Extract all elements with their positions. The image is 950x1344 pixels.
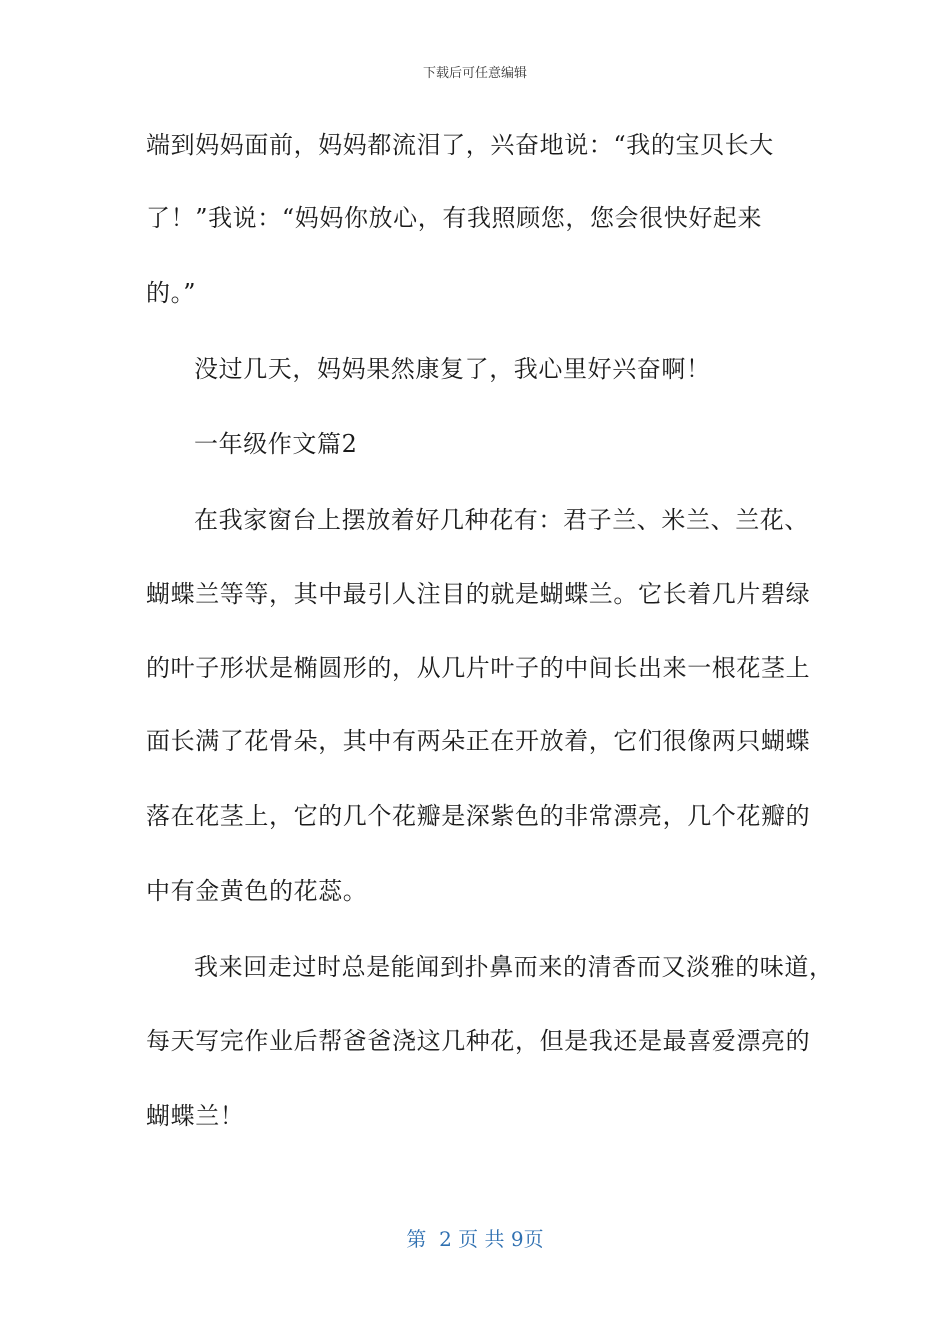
- text-line: 落在花茎上，它的几个花瓣是深紫色的非常漂亮，几个花瓣的: [146, 802, 811, 830]
- text-line: 了！”我说：“妈妈你放心，有我照顾您，您会很快好起来: [146, 204, 763, 232]
- text-line: 我来回走过时总是能闻到扑鼻而来的清香而又淡雅的味道，: [194, 953, 834, 981]
- text-line: 在我家窗台上摆放着好几种花有：君子兰、米兰、兰花、: [194, 506, 809, 534]
- text-line: 没过几天，妈妈果然康复了，我心里好兴奋啊！: [194, 355, 711, 383]
- text-line: 的叶子形状是椭圆形的，从几片叶子的中间长出来一根花茎上: [146, 654, 811, 682]
- page-number: 第 2 页 共 9页: [406, 1227, 544, 1251]
- text-line: 端到妈妈面前，妈妈都流泪了，兴奋地说：“我的宝贝长大: [146, 131, 774, 159]
- text-line: 蝴蝶兰等等，其中最引人注目的就是蝴蝶兰。它长着几片碧绿: [146, 580, 811, 608]
- page-header: 下载后可任意编辑: [422, 66, 527, 81]
- section-heading: 一年级作文篇2: [194, 430, 358, 458]
- text-line: 每天写完作业后帮爸爸浇这几种花，但是我还是最喜爱漂亮的: [146, 1027, 811, 1055]
- text-line: 中有金黄色的花蕊。: [146, 877, 368, 905]
- text-line: 面长满了花骨朵，其中有两朵正在开放着，它们很像两只蝴蝶: [146, 727, 811, 755]
- text-line: 蝴蝶兰！: [146, 1102, 245, 1130]
- text-line: 的。”: [146, 279, 197, 307]
